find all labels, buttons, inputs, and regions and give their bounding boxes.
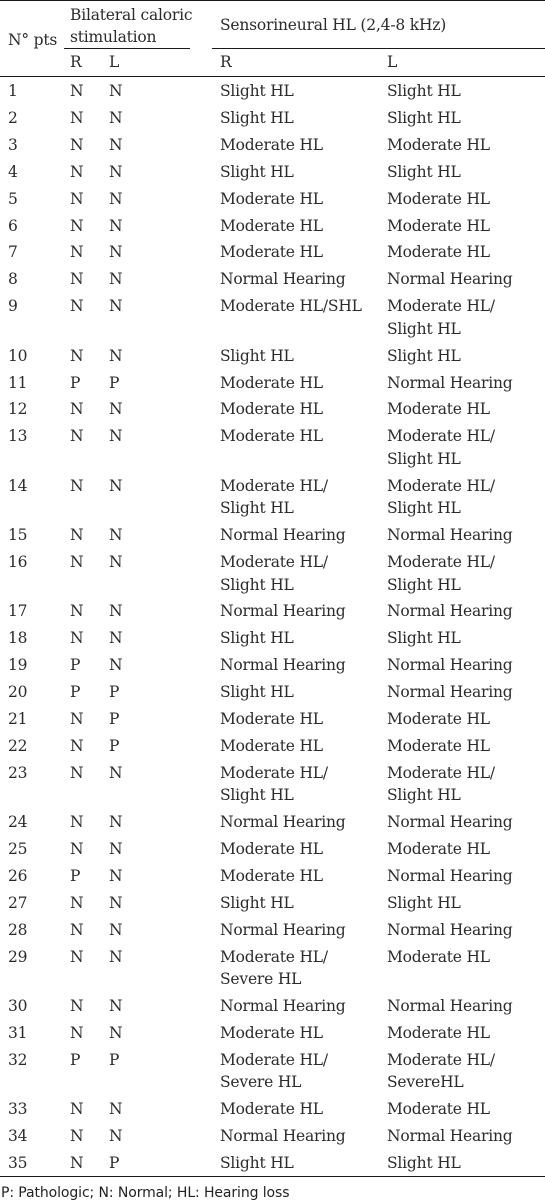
caloric-l-value: N: [109, 867, 123, 885]
hl-l-value: Moderate HL/: [387, 297, 495, 316]
hl-r-value: Normal Hearing: [220, 526, 346, 545]
hl-r-value: Moderate HL: [220, 867, 323, 885]
patient-number: 1: [8, 82, 18, 100]
caloric-l-value: N: [109, 346, 123, 365]
patient-number: 9: [8, 297, 18, 316]
caloric-r-value: N: [70, 763, 84, 782]
hl-l-value: Normal Hearing: [387, 813, 513, 832]
caloric-group-rule: [64, 48, 190, 49]
hl-r-value: Normal Hearing: [220, 920, 346, 939]
caloric-l-value: N: [109, 162, 123, 181]
caloric-r-value: N: [70, 1154, 84, 1173]
caloric-l-value: N: [109, 135, 123, 154]
header-bottom-rule: [0, 76, 545, 77]
hl-r-value: Slight HL: [220, 82, 294, 100]
caloric-l-value: N: [109, 476, 123, 495]
hl-l-value: Normal Hearing: [387, 270, 513, 289]
table-footnote: P: Pathologic; N: Normal; HL: Hearing loss: [1, 1185, 290, 1201]
caloric-l-value: N: [109, 1127, 123, 1146]
hl-l-value: Slight HL: [387, 162, 461, 181]
hl-l-value: Moderate HL: [387, 710, 490, 728]
caloric-r-value: N: [70, 997, 84, 1016]
caloric-l-value: N: [109, 526, 123, 545]
caloric-r-value: N: [70, 526, 84, 545]
header-hl-l: L: [387, 53, 398, 71]
caloric-l-value: N: [109, 270, 123, 289]
hl-l-value: Moderate HL: [387, 135, 490, 154]
caloric-r-value: N: [70, 602, 84, 621]
caloric-l-value: N: [109, 82, 123, 100]
caloric-r-value: P: [70, 656, 81, 675]
patient-number: 5: [8, 189, 18, 208]
caloric-l-value: N: [109, 893, 123, 912]
hl-l-value: Moderate HL/: [387, 427, 495, 446]
hl-r-value: Moderate HL: [220, 840, 323, 859]
patient-number: 27: [8, 893, 28, 912]
caloric-r-value: N: [70, 427, 84, 446]
hl-l-value: Normal Hearing: [387, 526, 513, 545]
hl-r-value: Slight HL: [220, 108, 294, 127]
patient-number: 11: [8, 373, 28, 392]
caloric-l-value: N: [109, 813, 123, 832]
patient-number: 24: [8, 813, 28, 832]
hl-r-value: Moderate HL/: [220, 476, 328, 495]
hl-r-value: Moderate HL: [220, 400, 323, 419]
patient-number: 22: [8, 736, 28, 755]
hl-r-value: Moderate HL/: [220, 1050, 328, 1069]
hl-r-value: Normal Hearing: [220, 813, 346, 832]
patient-number: 3: [8, 135, 18, 154]
patient-number: 34: [8, 1127, 28, 1146]
patient-number: 30: [8, 997, 28, 1016]
hl-r-value: Normal Hearing: [220, 602, 346, 621]
caloric-r-value: P: [70, 683, 81, 702]
hl-l-value: Normal Hearing: [387, 1127, 513, 1146]
hl-r-value: Slight HL: [220, 683, 294, 702]
patient-number: 8: [8, 270, 18, 289]
patient-number: 35: [8, 1154, 28, 1173]
patient-number: 6: [8, 216, 18, 235]
caloric-r-value: N: [70, 243, 84, 262]
hl-r-value: Slight HL: [220, 893, 294, 912]
hl-r-value: Slight HL: [220, 499, 294, 518]
caloric-l-value: N: [109, 840, 123, 859]
caloric-r-value: N: [70, 1100, 84, 1119]
hl-l-value: Slight HL: [387, 1154, 461, 1173]
header-patient-number: N° pts: [8, 31, 58, 49]
hl-r-value: Moderate HL: [220, 189, 323, 208]
caloric-r-value: N: [70, 736, 84, 755]
hl-l-value: Moderate HL: [387, 947, 490, 966]
hl-r-value: Moderate HL/: [220, 763, 328, 782]
header-caloric-l: L: [109, 53, 120, 71]
caloric-r-value: N: [70, 629, 84, 648]
hl-l-value: Moderate HL/: [387, 476, 495, 495]
hl-l-value: Slight HL: [387, 575, 461, 594]
hl-l-value: Normal Hearing: [387, 683, 513, 702]
patient-number: 31: [8, 1024, 28, 1042]
caloric-r-value: N: [70, 162, 84, 181]
caloric-r-value: N: [70, 82, 84, 100]
patient-number: 16: [8, 553, 28, 571]
hl-l-value: Slight HL: [387, 108, 461, 127]
hl-l-value: Moderate HL: [387, 189, 490, 208]
caloric-r-value: N: [70, 553, 84, 571]
caloric-r-value: N: [70, 1127, 84, 1146]
patient-number: 19: [8, 656, 28, 675]
hl-r-value: Moderate HL/: [220, 553, 328, 571]
header-sensorineural: Sensorineural HL (2,4-8 kHz): [220, 16, 447, 34]
caloric-l-value: P: [109, 373, 120, 392]
hl-l-value: Moderate HL: [387, 736, 490, 755]
patient-number: 23: [8, 763, 28, 782]
caloric-r-value: N: [70, 189, 84, 208]
hl-l-value: Slight HL: [387, 629, 461, 648]
patient-number: 18: [8, 629, 28, 648]
patient-number: 29: [8, 947, 28, 966]
patient-number: 33: [8, 1100, 28, 1119]
patient-number: 28: [8, 920, 28, 939]
hl-r-value: Moderate HL: [220, 135, 323, 154]
hl-l-value: Moderate HL/: [387, 1050, 495, 1069]
hl-r-value: Slight HL: [220, 629, 294, 648]
caloric-l-value: P: [109, 736, 120, 755]
caloric-l-value: P: [109, 1154, 120, 1173]
caloric-l-value: N: [109, 602, 123, 621]
patient-number: 7: [8, 243, 18, 262]
hl-l-value: Slight HL: [387, 346, 461, 365]
hl-l-value: Normal Hearing: [387, 920, 513, 939]
hl-l-value: Normal Hearing: [387, 867, 513, 885]
hl-r-value: Slight HL: [220, 575, 294, 594]
hl-l-value: SevereHL: [387, 1073, 464, 1092]
hl-r-value: Moderate HL/: [220, 947, 328, 966]
caloric-l-value: N: [109, 1024, 123, 1042]
patient-number: 14: [8, 476, 28, 495]
patient-number: 25: [8, 840, 28, 859]
patient-number: 13: [8, 427, 28, 446]
caloric-l-value: P: [109, 710, 120, 728]
caloric-l-value: N: [109, 1100, 123, 1119]
hl-r-value: Moderate HL: [220, 1100, 323, 1119]
caloric-l-value: N: [109, 656, 123, 675]
header-caloric-r: R: [70, 53, 82, 71]
caloric-r-value: N: [70, 920, 84, 939]
hl-r-value: Moderate HL: [220, 427, 323, 446]
patient-number: 21: [8, 710, 28, 728]
caloric-r-value: N: [70, 476, 84, 495]
hl-r-value: Normal Hearing: [220, 997, 346, 1016]
hl-r-value: Normal Hearing: [220, 656, 346, 675]
caloric-l-value: N: [109, 553, 123, 571]
caloric-r-value: N: [70, 297, 84, 316]
caloric-r-value: N: [70, 710, 84, 728]
caloric-r-value: N: [70, 108, 84, 127]
patient-number: 4: [8, 162, 18, 181]
caloric-r-value: N: [70, 216, 84, 235]
hl-r-value: Slight HL: [220, 346, 294, 365]
hl-l-value: Normal Hearing: [387, 373, 513, 392]
caloric-l-value: N: [109, 629, 123, 648]
hl-group-rule: [212, 48, 545, 49]
caloric-r-value: N: [70, 893, 84, 912]
hl-l-value: Moderate HL: [387, 243, 490, 262]
hl-r-value: Slight HL: [220, 786, 294, 805]
caloric-l-value: N: [109, 920, 123, 939]
patient-number: 20: [8, 683, 28, 702]
table-top-rule: [0, 0, 545, 1]
header-hl-r: R: [220, 53, 232, 71]
caloric-l-value: N: [109, 947, 123, 966]
hl-l-value: Moderate HL: [387, 1100, 490, 1119]
hl-l-value: Slight HL: [387, 319, 461, 338]
hl-r-value: Moderate HL: [220, 243, 323, 262]
hl-l-value: Moderate HL: [387, 840, 490, 859]
patient-number: 17: [8, 602, 28, 621]
patient-number: 32: [8, 1050, 28, 1069]
caloric-l-value: N: [109, 427, 123, 446]
caloric-r-value: N: [70, 400, 84, 419]
hl-r-value: Slight HL: [220, 1154, 294, 1173]
hl-r-value: Normal Hearing: [220, 1127, 346, 1146]
patient-number: 12: [8, 400, 28, 419]
hl-l-value: Normal Hearing: [387, 602, 513, 621]
hl-l-value: Slight HL: [387, 893, 461, 912]
caloric-l-value: P: [109, 683, 120, 702]
hl-l-value: Moderate HL: [387, 1024, 490, 1042]
caloric-r-value: N: [70, 1024, 84, 1042]
header-caloric-line1: Bilateral caloric: [70, 6, 193, 24]
hl-l-value: Slight HL: [387, 786, 461, 805]
hl-r-value: Moderate HL: [220, 710, 323, 728]
patient-number: 2: [8, 108, 18, 127]
hl-r-value: Normal Hearing: [220, 270, 346, 289]
hl-r-value: Severe HL: [220, 970, 302, 989]
caloric-r-value: N: [70, 270, 84, 289]
caloric-r-value: P: [70, 1050, 81, 1069]
hl-l-value: Moderate HL/: [387, 553, 495, 571]
hl-l-value: Moderate HL: [387, 400, 490, 419]
hl-l-value: Slight HL: [387, 449, 461, 468]
caloric-l-value: N: [109, 400, 123, 419]
hl-r-value: Moderate HL: [220, 736, 323, 755]
hl-r-value: Moderate HL: [220, 373, 323, 392]
caloric-r-value: N: [70, 346, 84, 365]
caloric-r-value: P: [70, 867, 81, 885]
caloric-r-value: N: [70, 947, 84, 966]
caloric-l-value: N: [109, 297, 123, 316]
caloric-r-value: N: [70, 840, 84, 859]
hl-r-value: Moderate HL/SHL: [220, 297, 362, 316]
hl-r-value: Severe HL: [220, 1073, 302, 1092]
caloric-l-value: N: [109, 189, 123, 208]
caloric-r-value: N: [70, 813, 84, 832]
patient-number: 15: [8, 526, 28, 545]
caloric-r-value: P: [70, 373, 81, 392]
table-bottom-rule: [0, 1176, 545, 1177]
header-caloric-line2: stimulation: [70, 28, 157, 46]
caloric-l-value: N: [109, 243, 123, 262]
hl-r-value: Moderate HL: [220, 1024, 323, 1042]
hl-l-value: Slight HL: [387, 82, 461, 100]
hl-l-value: Normal Hearing: [387, 997, 513, 1016]
hl-l-value: Moderate HL/: [387, 763, 495, 782]
hl-l-value: Normal Hearing: [387, 656, 513, 675]
hl-r-value: Slight HL: [220, 162, 294, 181]
hl-l-value: Moderate HL: [387, 216, 490, 235]
hl-l-value: Slight HL: [387, 499, 461, 518]
caloric-l-value: N: [109, 763, 123, 782]
caloric-l-value: N: [109, 216, 123, 235]
caloric-l-value: P: [109, 1050, 120, 1069]
caloric-r-value: N: [70, 135, 84, 154]
patient-number: 26: [8, 867, 28, 885]
patient-number: 10: [8, 346, 28, 365]
hl-r-value: Moderate HL: [220, 216, 323, 235]
caloric-l-value: N: [109, 108, 123, 127]
caloric-l-value: N: [109, 997, 123, 1016]
